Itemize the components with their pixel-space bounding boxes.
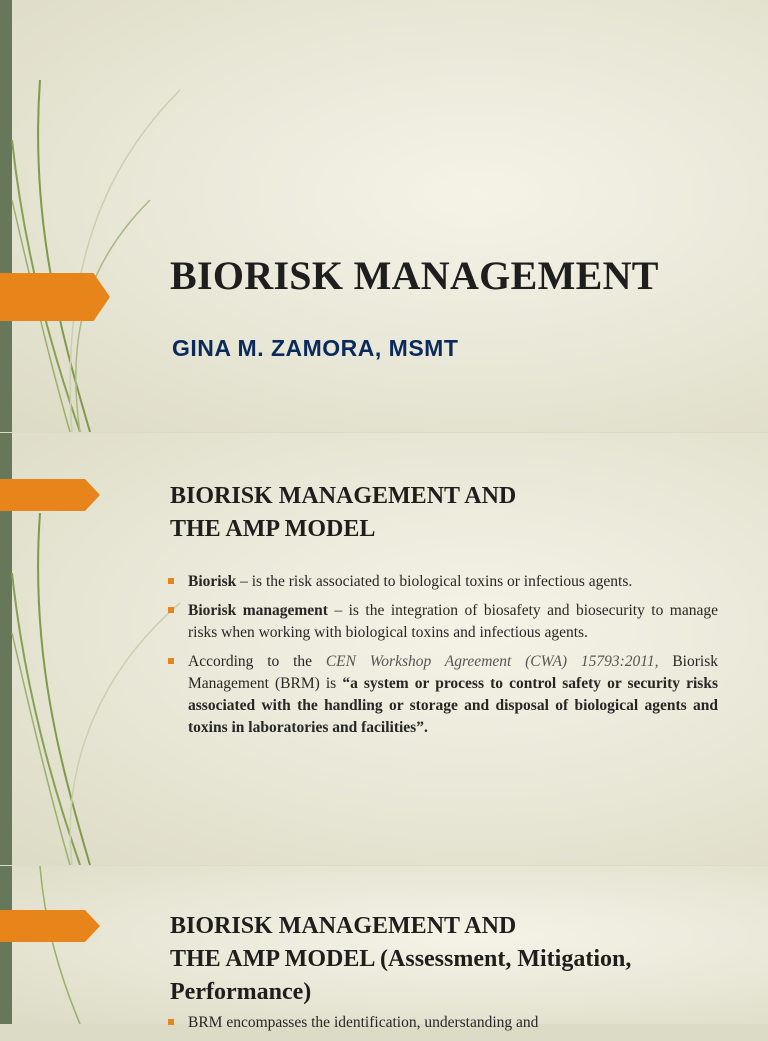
slide2-bullet-list xyxy=(166,571,718,746)
slide3-title xyxy=(170,910,631,1009)
bullet-cwa-definition xyxy=(166,651,718,739)
orange-arrow-marker xyxy=(0,479,100,511)
bullet-citation: CEN Workshop Agreement (CWA) 15793:2011, xyxy=(325,653,659,670)
slide3-title-line3: Performance) xyxy=(170,979,312,1005)
bullet-middle: Biorisk Management (BRM) is xyxy=(188,653,718,692)
bullet-text: – is the integration of biosafety and biosecurity to manage risks when working with biological toxins and infectious agents. xyxy=(188,602,718,641)
slide2-title xyxy=(170,480,516,546)
orange-arrow-marker xyxy=(0,910,100,942)
slide3-title-line2: THE AMP MODEL (Assessment, Mitigation, xyxy=(170,946,632,972)
bullet-term: Biorisk xyxy=(188,573,237,590)
bullet-text: BRM encompasses the identification, understanding and xyxy=(188,1014,539,1031)
bullet-brm-encompasses xyxy=(166,1012,718,1034)
author-subtitle: GINA M. ZAMORA, MSMT xyxy=(172,335,459,361)
bullet-prefix: According to the xyxy=(188,653,326,670)
bullet-biorisk-management xyxy=(166,600,718,644)
slide3-bullet-list xyxy=(166,1012,718,1041)
decorative-swoosh xyxy=(0,0,200,432)
slide1-title: BIORISK MANAGEMENT xyxy=(170,253,659,298)
slide-title xyxy=(0,0,768,432)
bullet-term: Biorisk management xyxy=(188,602,328,619)
slide2-title-line1: BIORISK MANAGEMENT AND xyxy=(170,483,517,509)
orange-arrow-marker xyxy=(0,273,110,321)
bullet-biorisk xyxy=(166,571,718,593)
slide2-title-line2: THE AMP MODEL xyxy=(170,516,376,542)
bullet-quote: “a system or process to control safety or security risks associated with the handling or storage and disposal of biological agents and toxins in laboratories and facilities”. xyxy=(188,675,718,736)
bullet-text: – is the risk associated to biological toxins or infectious agents. xyxy=(236,573,633,590)
slide3-title-line1: BIORISK MANAGEMENT AND xyxy=(170,913,517,939)
